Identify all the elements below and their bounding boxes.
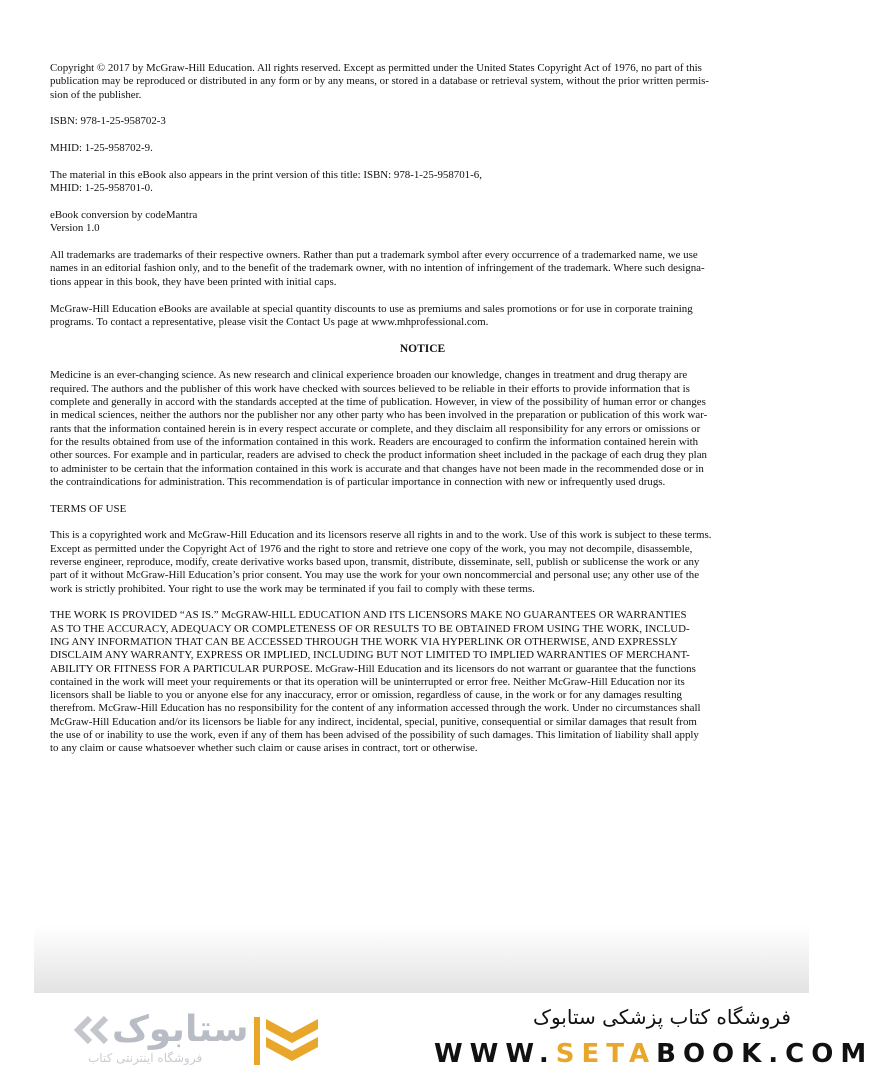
text-line: reverse engineer, reproduce, modify, create derivative works based upon, transmit, distribute, disseminate, sell, publish or sublicense the work or any: [50, 556, 700, 569]
text-line: work is strictly prohibited. Your right to use the work may be terminated if you fail to comply with these terms.: [50, 582, 535, 595]
text-line: ING ANY INFORMATION THAT CAN BE ACCESSED THROUGH THE WORK VIA HYPERLINK OR OTHERWISE, AND EXPRESSLY: [50, 636, 678, 648]
text-line: The material in this eBook also appears in the print version of this title: ISBN: 978-1-25-958701-6,: [50, 168, 482, 181]
text-line: eBook conversion by codeMantra: [50, 209, 198, 222]
store-banner: [0, 993, 873, 1079]
url-prefix: WWW.: [434, 1039, 556, 1069]
text-line: names in an editorial fashion only, and to the benefit of the trademark owner, with no intention of infringement of the trademark. Where such designa-: [50, 262, 705, 275]
text-line: publication may be reproduced or distributed in any form or by any means, or stored in a database or retrieval system, without the prior written permis-: [50, 75, 710, 88]
disclaimer-paragraph: [50, 609, 795, 755]
text-line: licensors shall be liable to you or anyone else for any inaccuracy, error or omission, regardless of cause, in the work or for any damages resulting: [50, 689, 682, 702]
notice-heading: NOTICE: [399, 343, 446, 356]
store-title: فروشگاه کتاب پزشکی ستابوک: [533, 1005, 791, 1029]
text-line: for the results obtained from use of the information contained in this work. Readers are encouraged to confirm the information contained herein with: [50, 435, 699, 448]
text-line: the contraindications for administration. This recommendation is of particular importance in connection with new or infrequently used drugs.: [50, 475, 666, 488]
text-line: MHID: 1-25-958701-0.: [50, 182, 153, 195]
text-line: ABILITY OR FITNESS FOR A PARTICULAR PURPOSE. McGraw-Hill Education and its licensors do not warrant or guarantee that the functions: [50, 662, 696, 675]
discounts-paragraph: [50, 303, 795, 330]
text-line: contained in the work will meet your requirements or that its operation will be uninterrupted or error free. Neither McGraw-Hill Education nor its: [50, 675, 685, 688]
text-line: Except as permitted under the Copyright Act of 1976 and the right to store and retrieve one copy of the work, you may not decompile, disassemble,: [50, 542, 693, 555]
text-line: McGraw-Hill Education eBooks are available at special quantity discounts to use as premiums and sales promotions or for use in corporate training: [50, 302, 693, 315]
text-line: other sources. For example and in particular, readers are advised to check the product information sheet included in the package of each drug they plan: [50, 449, 707, 462]
text-line: THE WORK IS PROVIDED “AS IS.” McGRAW-HILL EDUCATION AND ITS LICENSORS MAKE NO GUARANTEES OR WARRANTIES: [50, 609, 687, 622]
text-line: required. The authors and the publisher of this work have checked with sources believed to be reliable in their efforts to provide information that is: [50, 382, 690, 395]
text-line: in medical sciences, neither the authors nor the publisher nor any other party who has been involved in the preparation or publication of this work war-: [50, 409, 708, 422]
text-line: This is a copyrighted work and McGraw-Hill Education and its licensors reserve all rights in and to the work. Use of this work is subject to these terms.: [50, 529, 712, 542]
isbn-line: ISBN: 978-1-25-958702-3: [50, 115, 166, 128]
text-line: Medicine is an ever-changing science. As new research and clinical experience broaden our knowledge, changes in treatment and drug therapy are: [50, 369, 688, 382]
page-bottom-shadow: [34, 925, 809, 993]
text-line: McGraw-Hill Education and/or its licensors be liable for any indirect, incidental, special, punitive, consequential or similar damages that result from: [50, 715, 697, 728]
text-line: Version 1.0: [50, 222, 100, 235]
text-line: sion of the publisher.: [50, 88, 142, 101]
text-line: to administer to be certain that the information contained in this work is accurate and that changes have not been made in the recommended dose or in: [50, 462, 704, 475]
copyright-paragraph: [50, 62, 795, 102]
text-line: complete and generally in accord with the standards accepted at the time of publication. However, in view of the possibility of human error or changes: [50, 396, 706, 409]
trademarks-paragraph: [50, 249, 795, 289]
store-logo-subtitle: فروشگاه اینترنتی کتاب: [88, 1051, 203, 1065]
text-line: AS TO THE ACCURACY, ADEQUACY OR COMPLETENESS OF OR RESULTS TO BE OBTAINED FROM USING THE WORK, INCLUD-: [50, 622, 690, 635]
text-line: programs. To contact a representative, please visit the Contact Us page at www.mhprofessional.com.: [50, 315, 489, 328]
text-line: to any claim or cause whatsoever whether such claim or cause arises in contract, tort or otherwise.: [50, 742, 478, 755]
chevrons-left-icon: [72, 1015, 112, 1045]
text-line: tions appear in this book, they have been printed with initial caps.: [50, 275, 337, 288]
text-line: the use of or inability to use the work, even if any of them has been advised of the possibility of such damages. This limitation of liability shall apply: [50, 729, 699, 742]
terms-heading: TERMS OF USE: [50, 502, 127, 515]
url-highlight: SETA: [555, 1039, 657, 1069]
store-url[interactable]: [434, 1039, 873, 1069]
document-page: [50, 62, 795, 769]
book-stack-logo-icon: [252, 1011, 328, 1071]
url-suffix: BOOK.COM: [656, 1039, 873, 1069]
text-line: DISCLAIM ANY WARRANTY, EXPRESS OR IMPLIED, INCLUDING BUT NOT LIMITED TO IMPLIED WARRANTIES OF MERCHANT-: [50, 649, 690, 662]
text-line: therefrom. McGraw-Hill Education has no responsibility for the content of any information accessed through the work. Under no circumstances shall: [50, 702, 701, 715]
print-version-paragraph: [50, 169, 795, 196]
text-line: rants that the information contained herein is in every respect accurate or complete, and they disclaim all responsibility for any errors or omissions or: [50, 422, 701, 435]
text-line: part of it without McGraw-Hill Education’s prior consent. You may use the work for your own noncommercial and personal use; any other use of the: [50, 569, 700, 582]
store-logo-text: ستابوک: [112, 1009, 249, 1050]
terms-paragraph: [50, 529, 795, 595]
mhid-line: MHID: 1-25-958702-9.: [50, 142, 153, 155]
notice-paragraph: [50, 369, 795, 489]
text-line: Copyright © 2017 by McGraw-Hill Education. All rights reserved. Except as permitted under the United States Copyright Act of 1976, no part of this: [50, 62, 702, 74]
text-line: All trademarks are trademarks of their respective owners. Rather than put a trademark symbol after every occurrence of a trademarked name, we use: [50, 249, 698, 262]
conversion-paragraph: [50, 209, 795, 236]
